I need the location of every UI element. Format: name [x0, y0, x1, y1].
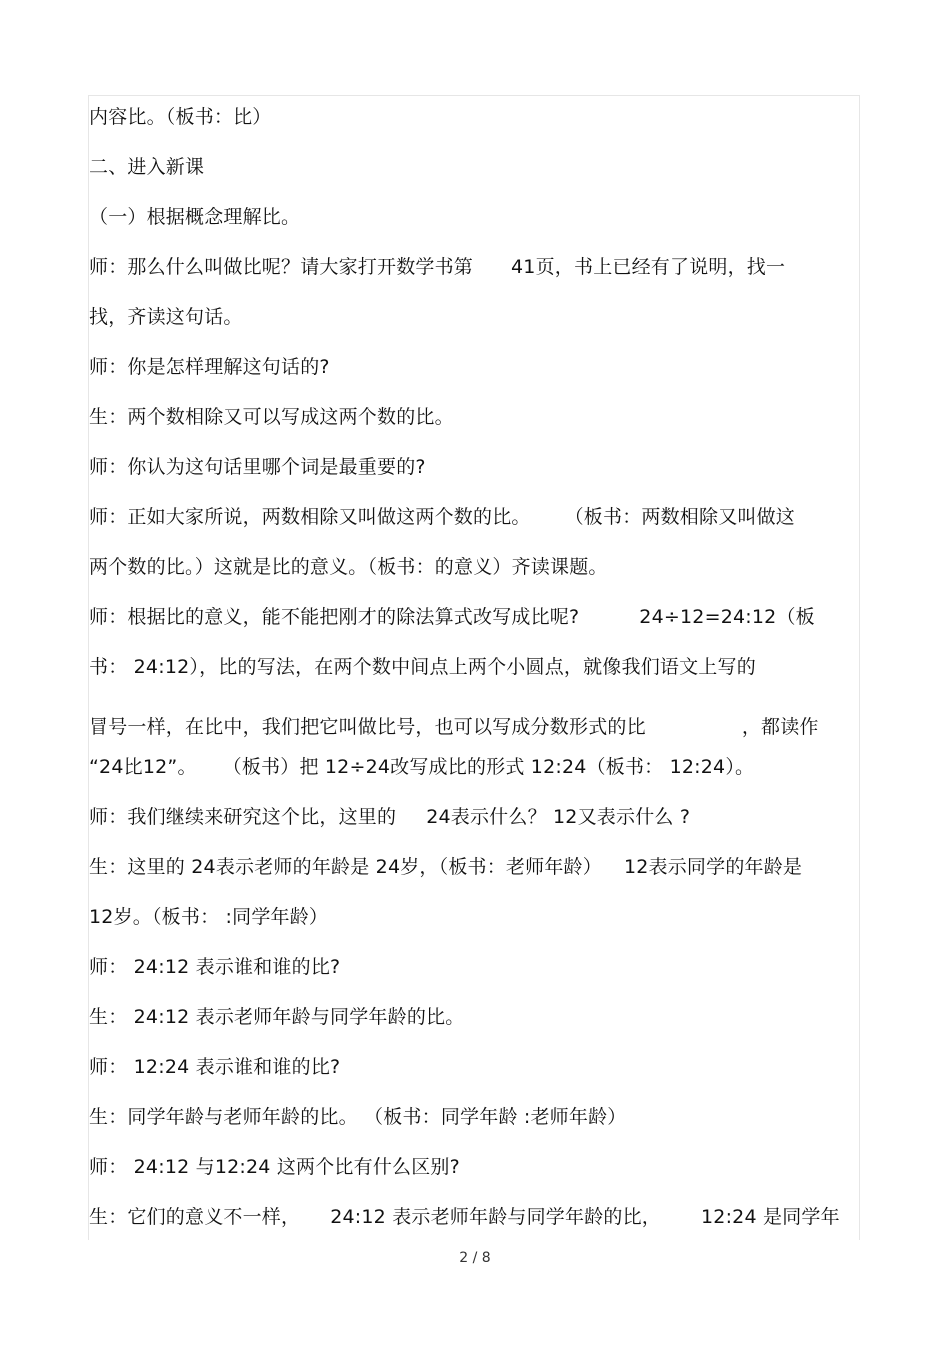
text-line: [89, 304, 243, 330]
text-line: [89, 404, 454, 430]
text-segment: 师：那么什么叫做比呢？请大家打开数学书第: [89, 256, 474, 278]
text-segment: （一）根据概念理解比。: [89, 206, 301, 228]
text-segment: 师：根据比的意义，能不能把刚才的除法算式改写成比呢?: [89, 606, 580, 628]
text-line: [89, 204, 300, 230]
text-segment: 内容比。（板书：比）: [89, 106, 272, 128]
text-line: [89, 804, 690, 830]
text-segment: 师：你是怎样理解这句话的?: [89, 356, 330, 378]
text-segment: 生：这里的 24表示老师的年龄是 24岁，（板书：老师年龄）: [89, 856, 602, 878]
text-segment: 两个数的比。）这就是比的意义。（板书：的意义）齐读课题。: [89, 556, 608, 578]
text-line: [89, 1154, 460, 1180]
text-segment: 师：我们继续来研究这个比，这里的: [89, 806, 397, 828]
text-segment: 生： 24:12 表示老师年龄与同学年龄的比。: [89, 1006, 465, 1028]
text-segment: 生：它们的意义不一样，: [89, 1206, 301, 1228]
text-segment: 师： 24:12 表示谁和谁的比?: [89, 956, 341, 978]
text-line: [89, 1004, 464, 1030]
text-segment: 生：两个数相除又可以写成这两个数的比。: [89, 406, 454, 428]
text-line: [89, 454, 426, 480]
text-segment: 24÷12=24:12（板: [639, 606, 815, 628]
page-number: 2 / 8: [459, 1250, 491, 1266]
text-segment: 师： 12:24 表示谁和谁的比?: [89, 1056, 341, 1078]
text-line: [89, 504, 795, 530]
text-line: [89, 1104, 626, 1130]
text-segment: 41页，书上已经有了说明，找一: [511, 256, 786, 278]
text-line: [89, 714, 819, 740]
text-line: [89, 904, 328, 930]
text-segment: 师： 24:12 与12:24 这两个比有什么区别?: [89, 1156, 460, 1178]
text-segment: 冒号一样，在比中，我们把它叫做比号，也可以写成分数形式的比: [89, 716, 646, 738]
text-line: [89, 154, 204, 180]
text-segment: （板书）把 12÷24改写成比的形式 12:24（板书： 12:24）。: [222, 756, 755, 778]
text-segment: 12表示同学的年龄是: [623, 856, 803, 878]
text-line: [89, 754, 754, 780]
text-segment: 12岁。（板书： :同学年龄）: [89, 906, 329, 928]
text-line: [89, 1204, 840, 1230]
text-line: [89, 654, 756, 680]
text-segment: ，都读作: [741, 716, 819, 738]
text-line: [89, 604, 815, 630]
text-segment: 24:12 表示老师年龄与同学年龄的比，: [330, 1206, 661, 1228]
text-line: [89, 354, 330, 380]
text-line: [89, 954, 340, 980]
text-segment: 生：同学年龄与老师年龄的比。 （板书：同学年龄 :老师年龄）: [89, 1106, 627, 1128]
text-segment: 12:24 是同学年: [701, 1206, 840, 1228]
text-line: [89, 254, 785, 280]
text-line: [89, 554, 608, 580]
text-line: [89, 854, 802, 880]
text-segment: 找，齐读这句话。: [89, 306, 243, 328]
text-line: [89, 104, 272, 130]
text-segment: “24比12”。: [89, 756, 197, 778]
text-segment: 师：你认为这句话里哪个词是最重要的?: [89, 456, 426, 478]
text-segment: 24表示什么？ 12又表示什么 ?: [426, 806, 691, 828]
text-segment: （板书：两数相除又叫做这: [564, 506, 796, 528]
text-segment: 师：正如大家所说，两数相除又叫做这两个数的比。: [89, 506, 531, 528]
text-segment: 书： 24:12），比的写法，在两个数中间点上两个小圆点，就像我们语文上写的: [89, 656, 756, 678]
text-line: [89, 1054, 340, 1080]
text-segment: 二、进入新课: [89, 156, 205, 178]
